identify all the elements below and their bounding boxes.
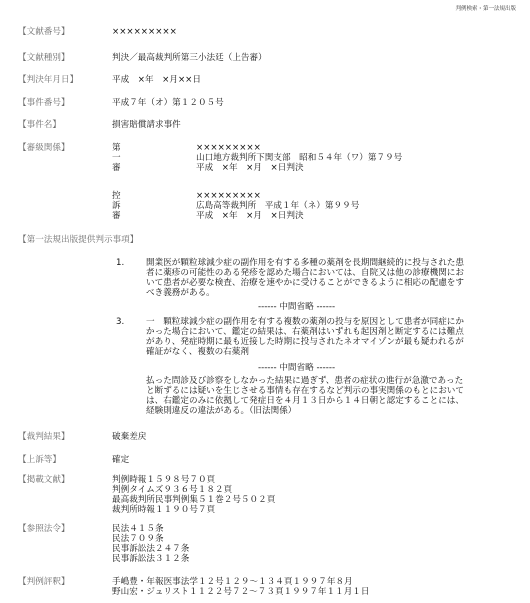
header-source: 判例検索・第一法規出版	[455, 6, 516, 12]
appeal-value: 確定	[112, 455, 130, 465]
item-1-line: 開業医が顆粒球減少症の副作用を有する多種の薬剤を長期間継続的に投与された患	[146, 258, 464, 268]
appeal-instance-line: 広島高等裁判所 平成１年（ネ）第９９号	[196, 201, 360, 212]
publication-item: 判例時報１５９８号７０頁	[112, 475, 216, 485]
appeal-instance-details	[196, 191, 359, 221]
first-instance-role: 第一審	[112, 143, 121, 174]
item-3-text	[146, 317, 506, 358]
appeal-instance-role: 控訴審	[112, 191, 121, 222]
result-label: 【裁判結果】	[18, 432, 70, 442]
item-1-line: いて患者が必要な検査、治療を速やかに受けることができるように相応の配慮をす	[146, 278, 464, 289]
doc-number-value: ×××××××××	[112, 27, 177, 37]
judgment-date-label: 【判決年月日】	[18, 75, 79, 85]
appeal-instance-line: ×××××××××	[196, 191, 261, 201]
item-3-line: 一 顆粒球減少症の副作用を有する複数の薬剤の投与を原因として患者が同症にか	[146, 317, 464, 327]
law-item: 民事訴訟法２４７条	[112, 544, 190, 555]
laws-list	[112, 524, 189, 565]
first-instance-line: 平成 ×年 ×月 ×日判決	[196, 163, 304, 174]
item-3-line: かった場合において、鑑定の結果は、右薬剤はいずれも起因剤と断定するには難点	[146, 327, 464, 338]
holdings-label: 【第一法規出版提供判示事項】	[18, 235, 139, 245]
publications-list	[112, 475, 275, 516]
first-instance-line: ×××××××××	[196, 143, 261, 153]
holding-paragraph	[146, 376, 506, 417]
result-value: 破棄差戻	[112, 432, 147, 442]
commentary-label: 【判例評釈】	[18, 577, 70, 587]
holding-line: は、右鑑定のみに依拠して発症日を４月１３日から１４日朝と認定することには、	[146, 396, 464, 407]
first-instance-line: 山口地方裁判所下関支部 昭和５４年（ワ）第７９号	[196, 153, 403, 164]
first-instance-details	[196, 143, 402, 173]
omission-marker: ------ 中間省略 ------	[258, 363, 336, 373]
commentary-item: 野山宏・ジュリスト１１２２号７２～７３頁１９９７年１１月１日	[112, 587, 370, 598]
item-1-line: べき義務がある。	[146, 288, 215, 299]
case-number-value: 平成７年（オ）第１２０５号	[112, 98, 224, 108]
doc-number-label: 【文献番号】	[18, 27, 70, 37]
doc-type-value: 判決／最高裁判所第三小法廷（上告審）	[112, 53, 267, 63]
publication-item: 裁判所時報１１９０号７頁	[112, 505, 216, 516]
hierarchy-label: 【審級関係】	[18, 143, 70, 153]
item-3-number: 3.	[116, 317, 125, 327]
holding-line: と断ずるには疑いを生じさせる事情も存在するなど判示の事実関係のもとにおいて	[146, 386, 464, 397]
commentary-item: 手嶋豊・年報医事法学１２号１２９～１３４頁１９９７年８月	[112, 577, 353, 587]
law-item: 民法７０９条	[112, 534, 164, 545]
holding-line: 払った問診及び診察をしなかった結果に過ぎず、患者の症状の進行が急激であった	[146, 376, 464, 386]
item-1-number: 1.	[116, 258, 125, 268]
law-item: 民事訴訟法３１２条	[112, 554, 190, 565]
case-name-label: 【事件名】	[18, 120, 61, 130]
law-item: 民法４１５条	[112, 524, 164, 534]
case-name-value: 損害賠償請求事件	[112, 120, 181, 130]
commentary-list	[112, 577, 369, 597]
case-number-label: 【事件番号】	[18, 98, 70, 108]
publications-label: 【掲載文献】	[18, 475, 70, 485]
doc-type-label: 【文献種別】	[18, 53, 70, 63]
publication-item: 最高裁判所民事判例集５１巻２号５０２頁	[112, 495, 276, 506]
item-1-line: 者に薬疹の可能性のある発疹を認めた場合においては、自院又は他の診療機関にお	[146, 268, 464, 279]
holding-line: 経験則違反の違法がある。（旧法関係）	[146, 406, 297, 417]
omission-marker: ------ 中間省略 ------	[258, 302, 336, 312]
publication-item: 判例タイムズ９３６号１８２頁	[112, 485, 233, 496]
appeal-instance-line: 平成 ×年 ×月 ×日判決	[196, 211, 304, 222]
item-1-text	[146, 258, 506, 299]
item-3-line: があり、発症時期に最も近接した時期に投与されたネオマイゾンが最も疑われるが	[146, 337, 464, 348]
laws-label: 【参照法令】	[18, 524, 70, 534]
appeal-label: 【上訴等】	[18, 455, 61, 465]
item-3-line: 確証がなく、複数の右薬剤	[146, 347, 249, 358]
judgment-date-value: 平成 ×年 ×月××日	[112, 75, 201, 85]
